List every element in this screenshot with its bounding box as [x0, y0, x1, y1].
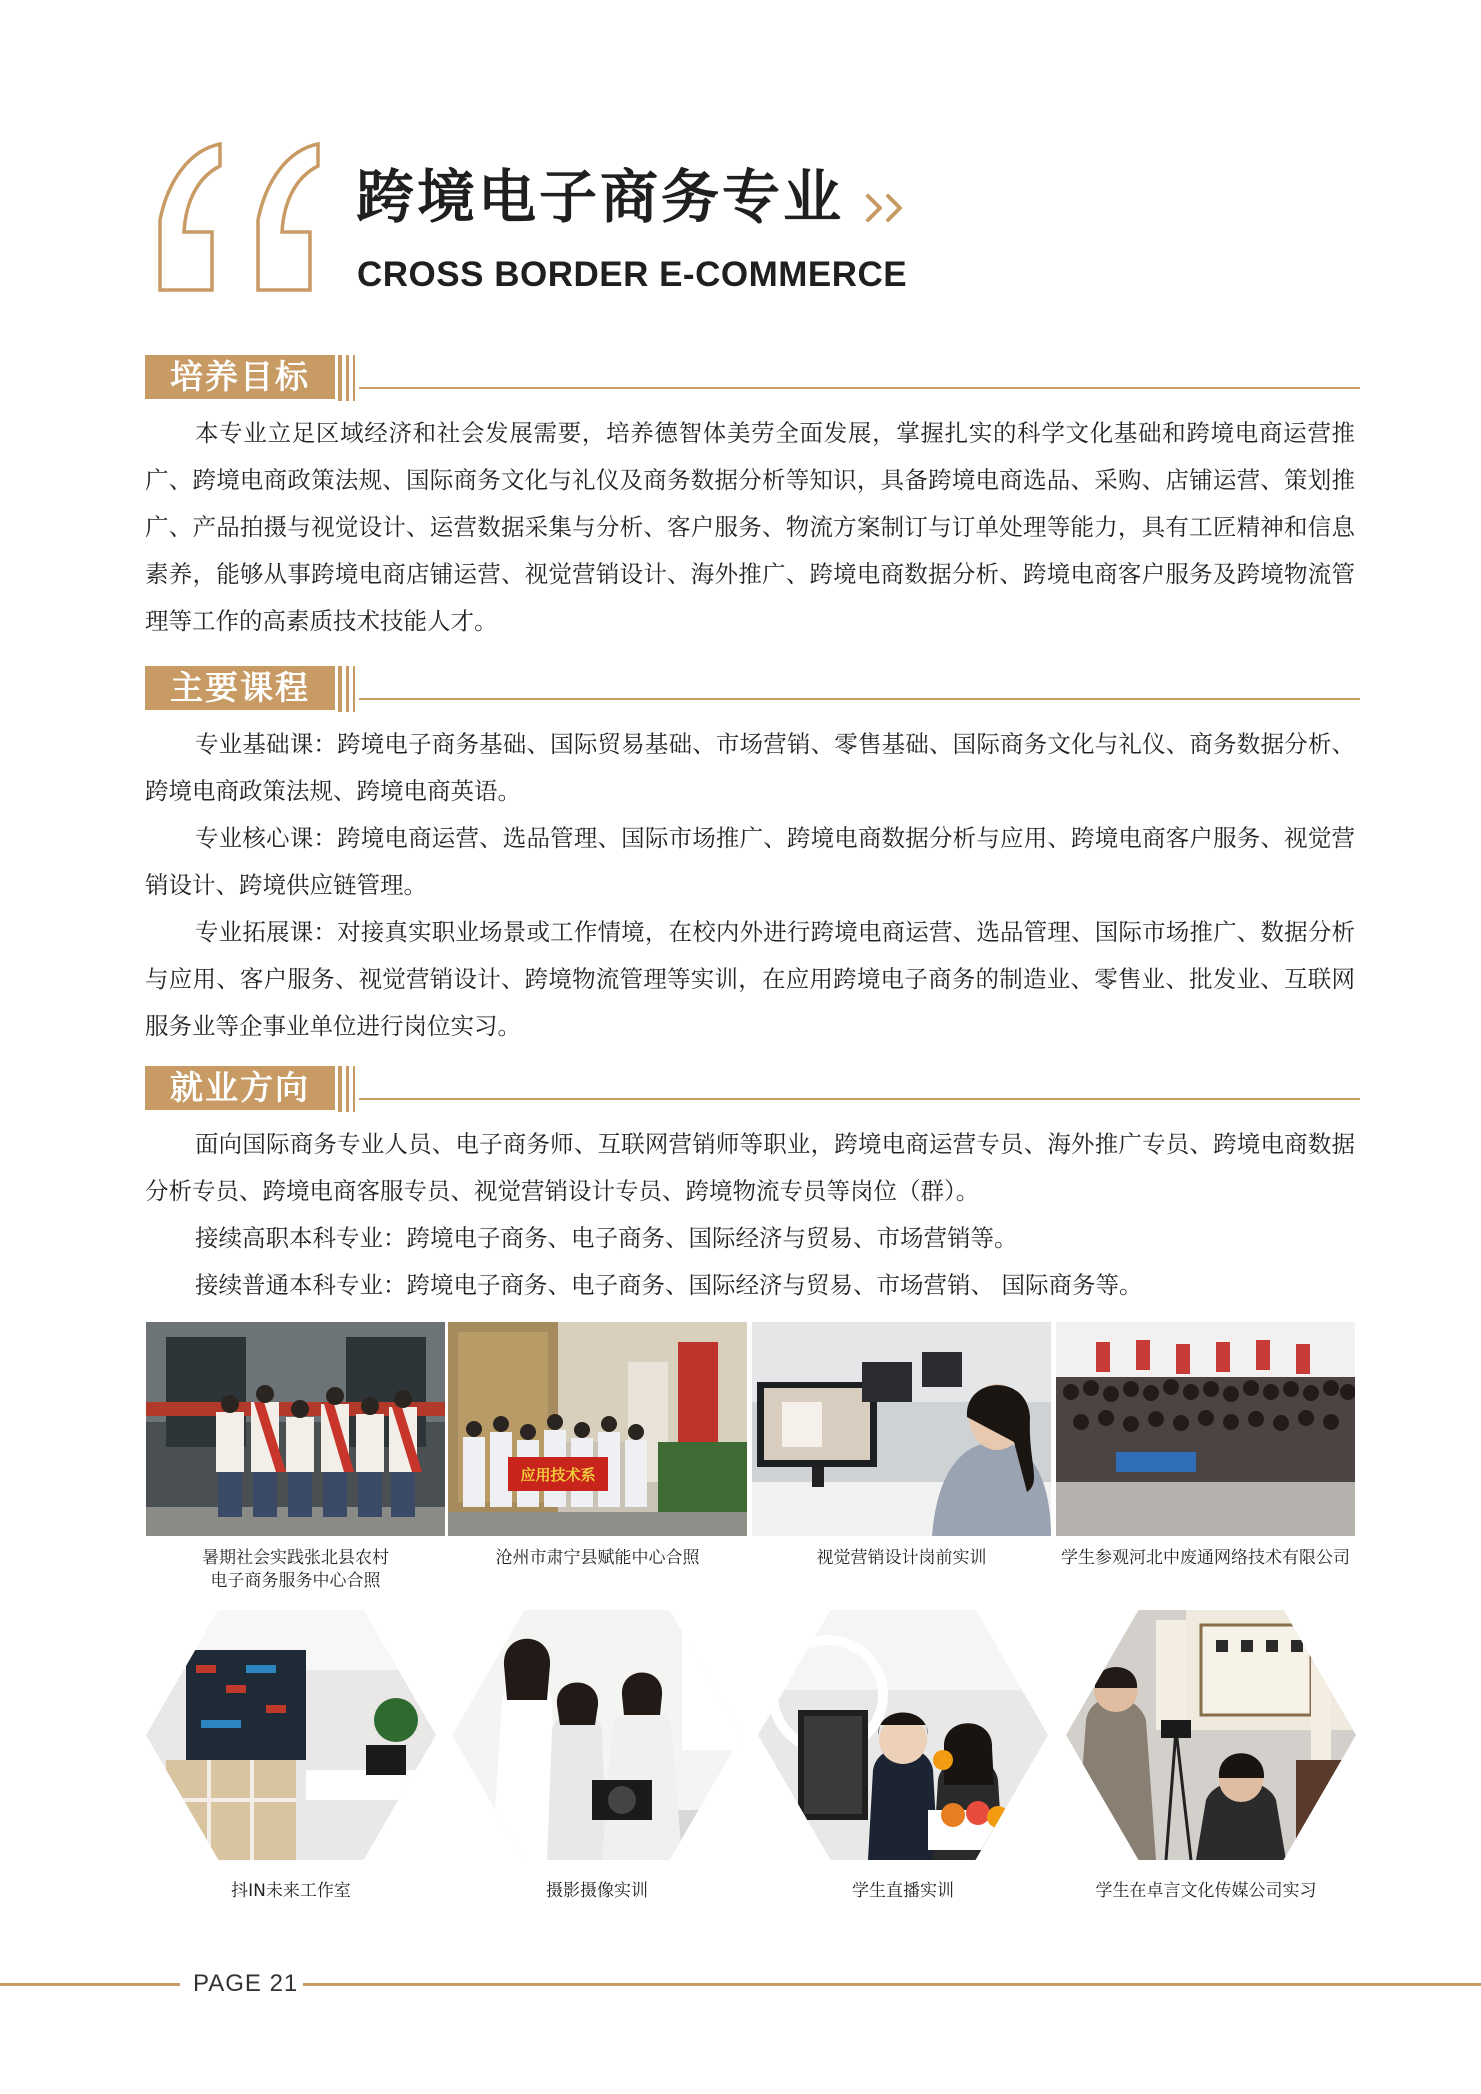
section-bars-decoration: [337, 355, 359, 401]
section-label: 就业方向: [145, 1066, 335, 1110]
photo-douin-studio: [146, 1610, 436, 1860]
courses-extended: 专业拓展课：对接真实职业场景或工作情境，在校内外进行跨境电商运营、选品管理、国际市场推广、数据分析与应用、客户服务、视觉营销设计、跨境物流管理等实训，在应用跨境电子商务的制造业、零售业、批发业、互联网服务业等企事业单位进行岗位实习。: [145, 918, 1355, 1040]
photo-livestream-training: [758, 1610, 1048, 1860]
photo-zhuoyan-internship: [1066, 1610, 1356, 1860]
section-divider: [359, 1098, 1360, 1100]
footer-divider: [303, 1983, 1481, 1986]
section-header-courses: [145, 666, 1360, 714]
caption-line: 暑期社会实践张北县农村: [202, 1548, 389, 1568]
career-undergraduate: 接续普通本科专业：跨境电子商务、电子商务、国际经济与贸易、市场营销、 国际商务等。: [195, 1271, 1143, 1299]
photo-caption: 学生直播实训: [852, 1881, 954, 1901]
section-bars-decoration: [337, 1066, 359, 1112]
photo-visual-training: [752, 1322, 1051, 1536]
photo-suning: [448, 1322, 747, 1536]
section-divider: [359, 387, 1360, 389]
photo-caption: 视觉营销设计岗前实训: [816, 1548, 987, 1568]
photo-caption: 摄影摄像实训: [546, 1881, 648, 1901]
goals-paragraph: 本专业立足区域经济和社会发展需要，培养德智体美劳全面发展，掌握扎实的科学文化基础和跨境电商运营推广、跨境电商政策法规、国际商务文化与礼仪及商务数据分析等知识，具备跨境电商选品、采购、店铺运营、策划推广、产品拍摄与视觉设计、运营数据采集与分析、客户服务、物流方案制订与订单处理等能力，具有工匠精神和信息素养，能够从事跨境电商店铺运营、视觉营销设计、海外推广、跨境电商数据分析、跨境电商客户服务及跨境物流管理等工作的高素质技术技能人才。: [145, 419, 1355, 635]
career-higher-vocational: 接续高职本科专业：跨境电子商务、电子商务、国际经济与贸易、市场营销等。: [195, 1224, 1018, 1252]
section-label: 主要课程: [145, 666, 335, 710]
banner-text: 应用技术系: [520, 1466, 596, 1484]
photo-caption: 沧州市肃宁县赋能中心合照: [495, 1548, 700, 1568]
quote-mark-icon: [150, 140, 325, 295]
photo-company-visit: [1056, 1322, 1355, 1536]
photo-caption: 学生参观河北中废通网络技术有限公司: [1061, 1548, 1350, 1568]
photo-caption: 学生在卓言文化传媒公司实习: [1095, 1881, 1317, 1901]
double-chevron-icon: [862, 190, 910, 226]
page-title: 跨境电子商务专业: [356, 163, 845, 231]
career-paragraph: 面向国际商务专业人员、电子商务师、互联网营销师等职业，跨境电商运营专员、海外推广专员、跨境电商数据分析专员、跨境电商客服专员、视觉营销设计专员、跨境物流专员等岗位（群）。: [145, 1130, 1355, 1205]
photo-caption: [146, 1547, 445, 1593]
section-divider: [359, 698, 1360, 700]
section-bars-decoration: [337, 666, 359, 712]
page-subtitle: CROSS BORDER E-COMMERCE: [357, 255, 908, 294]
photo-photography-training: [452, 1610, 742, 1860]
footer-divider: [0, 1983, 180, 1986]
courses-core: 专业核心课：跨境电商运营、选品管理、国际市场推广、跨境电商数据分析与应用、跨境电商客户服务、视觉营销设计、跨境供应链管理。: [145, 824, 1355, 899]
courses-basic: 专业基础课：跨境电子商务基础、国际贸易基础、市场营销、零售基础、国际商务文化与礼仪、商务数据分析、跨境电商政策法规、跨境电商英语。: [145, 730, 1355, 805]
photo-zhangbei: [146, 1322, 445, 1536]
section-label: 培养目标: [145, 355, 335, 399]
section-header-goals: [145, 355, 1360, 403]
page-number: PAGE 21: [193, 1970, 299, 1997]
section-header-career: [145, 1066, 1360, 1114]
photo-caption: 抖IN未来工作室: [231, 1881, 351, 1901]
caption-line: 电子商务服务中心合照: [210, 1571, 381, 1591]
